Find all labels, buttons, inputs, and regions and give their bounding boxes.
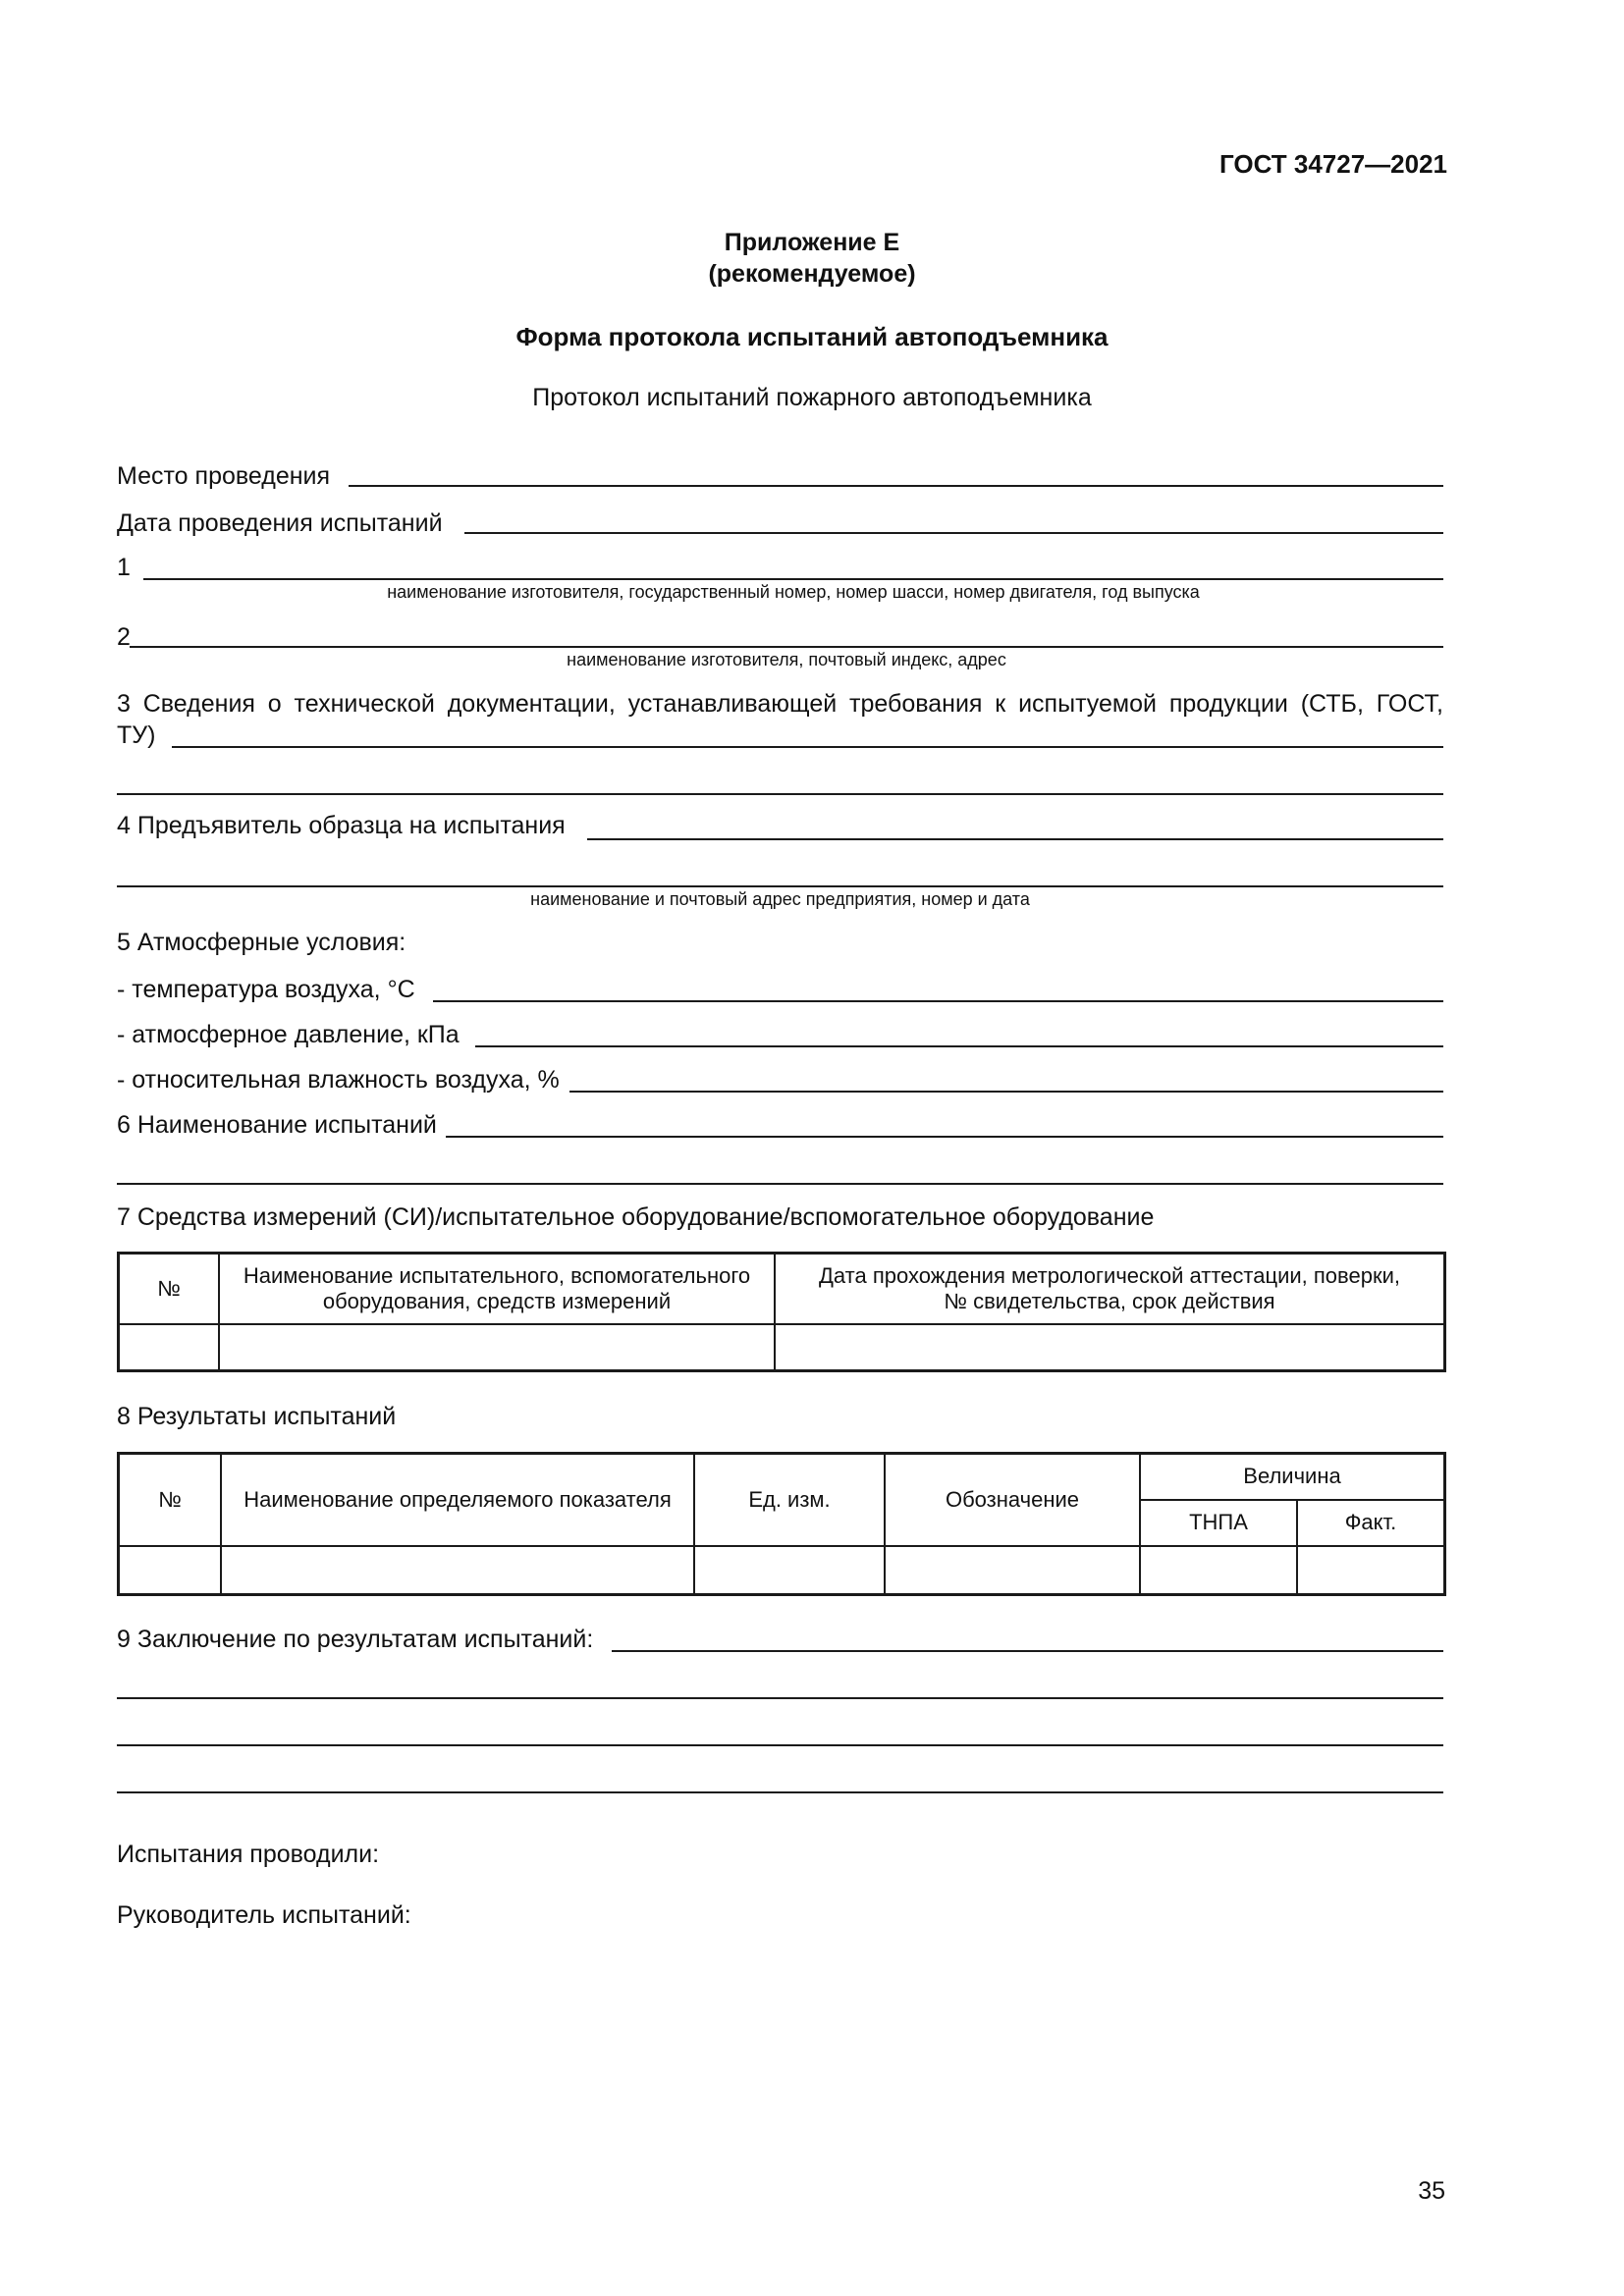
place-line[interactable] bbox=[349, 485, 1443, 487]
form-title: Форма протокола испытаний автоподъемника bbox=[515, 322, 1109, 351]
item8-label: 8 Результаты испытаний bbox=[117, 1403, 397, 1430]
item4-hint: наименование и почтовый адрес предприятия, номер и дата bbox=[530, 889, 1030, 909]
table7-cell[interactable] bbox=[119, 1324, 220, 1371]
table8-header-unit: Ед. изм. bbox=[694, 1454, 885, 1546]
item9-line2[interactable] bbox=[117, 1697, 1443, 1699]
table7-header-date: Дата прохождения метрологической аттестации, поверки, № свидетельства, срок действия bbox=[775, 1254, 1445, 1324]
table8-header-name: Наименование определяемого показателя bbox=[221, 1454, 694, 1546]
item4-line2[interactable] bbox=[117, 885, 1443, 887]
humidity-line[interactable] bbox=[569, 1091, 1443, 1093]
table7-header-num: № bbox=[119, 1254, 220, 1324]
temp-label: - температура воздуха, °С bbox=[117, 976, 415, 1003]
humidity-label: - относительная влажность воздуха, % bbox=[117, 1066, 560, 1094]
document-code: ГОСТ 34727—2021 bbox=[1219, 149, 1447, 179]
table8-cell[interactable] bbox=[885, 1546, 1140, 1595]
item3-line2[interactable] bbox=[117, 793, 1443, 795]
table7-header-name: Наименование испытательного, вспомогательного оборудования, средств измерений bbox=[219, 1254, 775, 1324]
item1-hint: наименование изготовителя, государственный номер, номер шасси, номер двигателя, год выпуска bbox=[387, 582, 1200, 602]
table8-header-symbol: Обозначение bbox=[885, 1454, 1140, 1546]
protocol-title: Протокол испытаний пожарного автоподъемника bbox=[532, 384, 1092, 411]
item6-label: 6 Наименование испытаний bbox=[117, 1111, 437, 1139]
table8-cell[interactable] bbox=[694, 1546, 885, 1595]
pressure-line[interactable] bbox=[475, 1045, 1443, 1047]
head-label: Руководитель испытаний: bbox=[117, 1901, 411, 1929]
item7-label: 7 Средства измерений (СИ)/испытательное оборудование/вспомогательное оборудование bbox=[117, 1203, 1155, 1231]
item9-label: 9 Заключение по результатам испытаний: bbox=[117, 1626, 594, 1653]
item3-line1[interactable] bbox=[172, 746, 1443, 748]
item1-label: 1 bbox=[117, 554, 131, 581]
table7 bbox=[117, 1252, 1446, 1372]
item9-line4[interactable] bbox=[117, 1791, 1443, 1793]
table8-cell[interactable] bbox=[221, 1546, 694, 1595]
item2-label: 2 bbox=[117, 623, 131, 651]
temp-line[interactable] bbox=[433, 1000, 1443, 1002]
item4-label: 4 Предъявитель образца на испытания bbox=[117, 812, 566, 839]
table7-cell[interactable] bbox=[219, 1324, 775, 1371]
item2-line[interactable] bbox=[130, 646, 1443, 648]
table7-cell[interactable] bbox=[775, 1324, 1445, 1371]
table8-cell[interactable] bbox=[1140, 1546, 1297, 1595]
table8-header-tnpa: ТНПА bbox=[1140, 1500, 1297, 1546]
table8-header-num: № bbox=[119, 1454, 222, 1546]
item6-line1[interactable] bbox=[446, 1136, 1443, 1138]
table8-cell[interactable] bbox=[119, 1546, 222, 1595]
page-number: 35 bbox=[1418, 2177, 1445, 2205]
date-label: Дата проведения испытаний bbox=[117, 509, 443, 537]
item5-label: 5 Атмосферные условия: bbox=[117, 929, 406, 956]
item4-line1[interactable] bbox=[587, 838, 1443, 840]
item9-line1[interactable] bbox=[612, 1650, 1443, 1652]
item2-hint: наименование изготовителя, почтовый индекс, адрес bbox=[567, 650, 1006, 669]
item9-line3[interactable] bbox=[117, 1744, 1443, 1746]
item6-line2[interactable] bbox=[117, 1183, 1443, 1185]
appendix-subtitle: (рекомендуемое) bbox=[708, 260, 916, 288]
pressure-label: - атмосферное давление, кПа bbox=[117, 1021, 460, 1048]
table8-header-value: Величина bbox=[1140, 1454, 1445, 1500]
date-line[interactable] bbox=[464, 532, 1443, 534]
item1-line[interactable] bbox=[143, 578, 1443, 580]
conducted-label: Испытания проводили: bbox=[117, 1841, 380, 1868]
item3-label-line1: 3 Сведения о технической документации, устанавливающей требования к испытуемой продукции (СТБ, ГОСТ, bbox=[117, 690, 1443, 718]
item3-label-line2: ТУ) bbox=[117, 721, 156, 749]
table8 bbox=[117, 1452, 1446, 1596]
table8-header-fact: Факт. bbox=[1297, 1500, 1445, 1546]
place-label: Место проведения bbox=[117, 462, 331, 490]
appendix-title: Приложение Е bbox=[724, 229, 900, 256]
table8-cell[interactable] bbox=[1297, 1546, 1445, 1595]
